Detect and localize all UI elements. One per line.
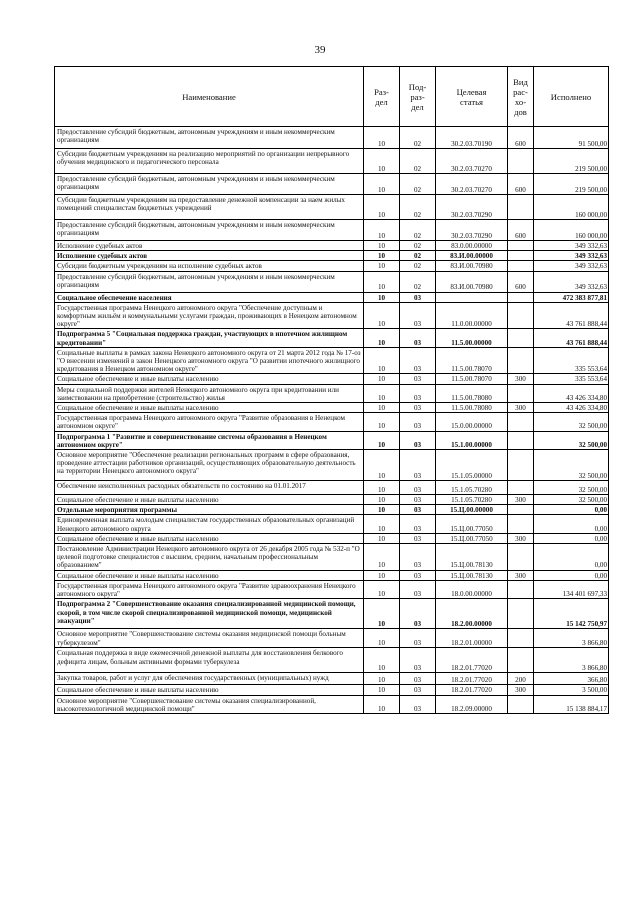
row-section-cell: 10	[364, 292, 400, 302]
row-target-cell: 15.1.05.70280	[436, 495, 508, 505]
row-name-cell: Подпрограмма 2 "Совершенствование оказания специализированной медицинской помощи, скорой, в том числе скорой специализированной медицинской помощи, медицинской эвакуации"	[55, 599, 364, 629]
row-name-cell: Государственная программа Ненецкого автономного округа "Развитие здравоохранения Ненецкого автономного округа"	[55, 580, 364, 598]
table-row	[55, 195, 609, 220]
row-target-cell: 83.И.00.70980	[436, 261, 508, 271]
row-section-cell: 10	[364, 329, 400, 347]
table-row	[55, 505, 609, 515]
row-name-cell: Предоставление субсидий бюджетным, автономным учреждениям и иным некоммерческим организациям	[55, 174, 364, 195]
row-section-cell: 10	[364, 685, 400, 695]
row-subsection-cell: 02	[400, 174, 436, 195]
row-amount-cell: 0,00	[534, 505, 609, 515]
row-amount-cell: 134 401 697,33	[534, 580, 609, 598]
header-name: Наименование	[55, 67, 364, 127]
row-name-cell: Предоставление субсидий бюджетным, автономным учреждениям и иным некоммерческим организациям	[55, 127, 364, 149]
row-name-cell: Социальное обеспечение и иные выплаты населению	[55, 495, 364, 505]
row-name-cell: Подпрограмма 5 "Социальная поддержка граждан, участвующих в ипотечном жилищном кредитовании"	[55, 329, 364, 347]
row-name-cell: Основное мероприятие "Совершенствование системы оказания медицинской помощи больным туберкулезом"	[55, 629, 364, 648]
row-amount-cell: 15 142 750,97	[534, 599, 609, 629]
row-section-cell: 10	[364, 374, 400, 384]
row-subsection-cell: 03	[400, 544, 436, 571]
row-expense-type-cell	[508, 251, 534, 261]
row-amount-cell: 3 500,00	[534, 685, 609, 695]
row-target-cell: 30.2.03.70270	[436, 149, 508, 174]
row-target-cell: 18.2.01.77020	[436, 673, 508, 685]
row-target-cell: 11.5.00.78080	[436, 384, 508, 402]
row-name-cell: Субсидии бюджетным учреждениям на реализацию мероприятий по организации непрерывного обучения медицинского и педагогического персонала	[55, 149, 364, 174]
row-section-cell: 10	[364, 347, 400, 374]
row-section-cell: 10	[364, 629, 400, 648]
row-name-cell: Обеспечение неисполненных расходных обязательств по состоянию на 01.01.2017	[55, 481, 364, 495]
row-expense-type-cell: 300	[508, 533, 534, 543]
table-row	[55, 127, 609, 149]
row-subsection-cell: 02	[400, 220, 436, 241]
row-amount-cell: 91 500,00	[534, 127, 609, 149]
row-subsection-cell: 03	[400, 495, 436, 505]
row-target-cell: 15.1.05.70280	[436, 481, 508, 495]
row-name-cell: Государственная программа Ненецкого автономного округа "Обеспечение доступным и комфортным жильём и коммунальными услугами граждан, проживающих в Ненецком автономном округе"	[55, 302, 364, 329]
table-row	[55, 695, 609, 713]
row-subsection-cell: 03	[400, 292, 436, 302]
row-amount-cell: 32 500,00	[534, 481, 609, 495]
row-name-cell: Меры социальной поддержки жителей Ненецкого автономного округа при кредитовании или заимствовании на приобретение (строительство) жилья	[55, 384, 364, 402]
row-section-cell: 10	[364, 695, 400, 713]
row-section-cell: 10	[364, 384, 400, 402]
row-subsection-cell: 02	[400, 195, 436, 220]
row-name-cell: Предоставление субсидий бюджетным, автономным учреждениям и иным некоммерческим организациям	[55, 220, 364, 241]
row-subsection-cell: 03	[400, 685, 436, 695]
row-target-cell: 30.2.03.70290	[436, 195, 508, 220]
row-target-cell: 15.Ц.00.78130	[436, 544, 508, 571]
row-amount-cell: 472 383 877,81	[534, 292, 609, 302]
row-target-cell: 18.0.00.00000	[436, 580, 508, 598]
row-expense-type-cell	[508, 195, 534, 220]
row-name-cell: Закупка товаров, работ и услуг для обеспечения государственных (муниципальных) нужд	[55, 673, 364, 685]
row-name-cell: Социальное обеспечение и иные выплаты населению	[55, 533, 364, 543]
row-target-cell: 15.0.00.00000	[436, 413, 508, 431]
row-section-cell: 10	[364, 450, 400, 481]
row-target-cell: 18.2.01.00000	[436, 629, 508, 648]
row-expense-type-cell	[508, 599, 534, 629]
row-subsection-cell: 03	[400, 629, 436, 648]
row-section-cell: 10	[364, 174, 400, 195]
row-name-cell: Исполнение судебных актов	[55, 241, 364, 251]
header-expense-type: Вид рас- хо- дов	[508, 67, 534, 127]
row-name-cell: Отдельные мероприятия программы	[55, 505, 364, 515]
row-expense-type-cell	[508, 149, 534, 174]
row-target-cell: 18.2.01.77020	[436, 648, 508, 673]
row-amount-cell: 349 332,63	[534, 251, 609, 261]
row-section-cell: 10	[364, 251, 400, 261]
row-section-cell: 10	[364, 220, 400, 241]
table-row	[55, 481, 609, 495]
row-subsection-cell: 03	[400, 481, 436, 495]
row-subsection-cell: 03	[400, 329, 436, 347]
row-section-cell: 10	[364, 505, 400, 515]
row-expense-type-cell	[508, 347, 534, 374]
row-section-cell: 10	[364, 413, 400, 431]
row-subsection-cell: 02	[400, 251, 436, 261]
row-target-cell: 83.0.00.00000	[436, 241, 508, 251]
table-row	[55, 149, 609, 174]
row-name-cell: Субсидии бюджетным учреждениям на исполнение судебных актов	[55, 261, 364, 271]
table-row	[55, 241, 609, 251]
row-expense-type-cell	[508, 515, 534, 533]
table-row	[55, 302, 609, 329]
row-expense-type-cell	[508, 648, 534, 673]
row-amount-cell: 219 500,00	[534, 149, 609, 174]
row-amount-cell: 43 761 888,44	[534, 329, 609, 347]
row-amount-cell: 160 000,00	[534, 220, 609, 241]
row-expense-type-cell	[508, 302, 534, 329]
row-target-cell: 83.И.00.70980	[436, 271, 508, 292]
row-subsection-cell: 03	[400, 374, 436, 384]
row-amount-cell: 3 866,80	[534, 648, 609, 673]
row-section-cell: 10	[364, 533, 400, 543]
row-name-cell: Основное мероприятие "Совершенствование системы оказания специализированной, высокотехнологичной медицинской помощи"	[55, 695, 364, 713]
table-row	[55, 347, 609, 374]
row-name-cell: Единовременная выплата молодым специалистам государственных образовательных организаций Ненецкого автономного округа	[55, 515, 364, 533]
row-section-cell: 10	[364, 302, 400, 329]
table-row	[55, 220, 609, 241]
row-subsection-cell: 02	[400, 271, 436, 292]
table-row	[55, 648, 609, 673]
row-amount-cell: 366,80	[534, 673, 609, 685]
header-target-article: Целевая статья	[436, 67, 508, 127]
row-target-cell: 15.Ц.00.77050	[436, 515, 508, 533]
row-section-cell: 10	[364, 261, 400, 271]
table-row	[55, 431, 609, 449]
header-executed: Исполнено	[534, 67, 609, 127]
row-section-cell: 10	[364, 515, 400, 533]
row-name-cell: Основное мероприятие "Обеспечение реализации региональных программ в сфере образования, проведение аттестации работников организаций, осуществляющих образовательную деятельность на территории Ненецкого автономного округа"	[55, 450, 364, 481]
row-amount-cell: 43 426 334,80	[534, 384, 609, 402]
row-expense-type-cell	[508, 413, 534, 431]
row-name-cell: Предоставление субсидий бюджетным, автономным учреждениям и иным некоммерческим организациям	[55, 271, 364, 292]
table-row	[55, 673, 609, 685]
row-section-cell: 10	[364, 599, 400, 629]
table-row	[55, 251, 609, 261]
row-expense-type-cell: 300	[508, 570, 534, 580]
table-row	[55, 580, 609, 598]
budget-table	[54, 66, 609, 714]
row-amount-cell: 0,00	[534, 570, 609, 580]
table-row	[55, 292, 609, 302]
row-name-cell: Исполнение судебных актов	[55, 251, 364, 261]
row-expense-type-cell	[508, 431, 534, 449]
row-section-cell: 10	[364, 127, 400, 149]
row-subsection-cell: 02	[400, 149, 436, 174]
table-row	[55, 570, 609, 580]
row-expense-type-cell	[508, 384, 534, 402]
page-number: 39	[314, 44, 326, 56]
row-subsection-cell: 03	[400, 302, 436, 329]
table-row	[55, 413, 609, 431]
row-subsection-cell: 03	[400, 450, 436, 481]
row-target-cell: 30.2.03.70290	[436, 220, 508, 241]
table-row	[55, 533, 609, 543]
row-target-cell	[436, 292, 508, 302]
row-name-cell: Социальное обеспечение и иные выплаты населению	[55, 570, 364, 580]
row-target-cell: 15.Ц.00.00000	[436, 505, 508, 515]
row-expense-type-cell	[508, 544, 534, 571]
row-subsection-cell: 02	[400, 261, 436, 271]
row-amount-cell: 349 332,63	[534, 271, 609, 292]
row-section-cell: 10	[364, 403, 400, 413]
row-target-cell: 11.5.00.78070	[436, 374, 508, 384]
table-row	[55, 515, 609, 533]
row-section-cell: 10	[364, 570, 400, 580]
table-row	[55, 403, 609, 413]
row-expense-type-cell: 300	[508, 374, 534, 384]
row-subsection-cell: 03	[400, 505, 436, 515]
row-section-cell: 10	[364, 241, 400, 251]
row-expense-type-cell: 600	[508, 271, 534, 292]
row-subsection-cell: 03	[400, 648, 436, 673]
table-row	[55, 174, 609, 195]
row-amount-cell: 0,00	[534, 544, 609, 571]
row-section-cell: 10	[364, 544, 400, 571]
header-subsection: Под- раз- дел	[400, 67, 436, 127]
row-name-cell: Социальное обеспечение и иные выплаты населению	[55, 403, 364, 413]
table-header-row	[55, 67, 609, 127]
row-expense-type-cell: 300	[508, 685, 534, 695]
row-amount-cell: 349 332,63	[534, 241, 609, 251]
row-amount-cell: 32 500,00	[534, 413, 609, 431]
table-row	[55, 450, 609, 481]
table-row	[55, 629, 609, 648]
row-amount-cell: 219 500,00	[534, 174, 609, 195]
row-name-cell: Государственная программа Ненецкого автономного округа "Развитие образования в Ненецком автономном округе"	[55, 413, 364, 431]
row-amount-cell: 0,00	[534, 533, 609, 543]
row-expense-type-cell: 600	[508, 174, 534, 195]
row-amount-cell: 32 500,00	[534, 450, 609, 481]
row-target-cell: 15.Ц.00.78130	[436, 570, 508, 580]
row-expense-type-cell: 200	[508, 673, 534, 685]
row-amount-cell: 32 500,00	[534, 495, 609, 505]
row-name-cell: Подпрограмма 1 "Развитие и совершенствование системы образования в Ненецком автономном округе"	[55, 431, 364, 449]
row-subsection-cell: 03	[400, 695, 436, 713]
row-target-cell: 18.2.09.00000	[436, 695, 508, 713]
row-subsection-cell: 03	[400, 431, 436, 449]
row-name-cell: Социальные выплаты в рамках закона Ненецкого автономного округа от 21 марта 2012 года № 17-оз "О внесении изменений в закон Ненецкого автономного округа "О развитии ипотечного жилищного кредитования в Ненецком автономном округе"	[55, 347, 364, 374]
table-row	[55, 599, 609, 629]
row-amount-cell: 3 866,80	[534, 629, 609, 648]
row-expense-type-cell	[508, 329, 534, 347]
row-subsection-cell: 03	[400, 533, 436, 543]
row-name-cell: Социальное обеспечение населения	[55, 292, 364, 302]
row-section-cell: 10	[364, 149, 400, 174]
row-expense-type-cell: 600	[508, 127, 534, 149]
row-expense-type-cell: 300	[508, 403, 534, 413]
row-expense-type-cell	[508, 450, 534, 481]
row-target-cell: 15.Ц.00.77050	[436, 533, 508, 543]
row-subsection-cell: 03	[400, 570, 436, 580]
row-subsection-cell: 03	[400, 580, 436, 598]
row-section-cell: 10	[364, 431, 400, 449]
row-target-cell: 30.2.03.70190	[436, 127, 508, 149]
row-expense-type-cell	[508, 481, 534, 495]
row-target-cell: 11.5.00.78070	[436, 347, 508, 374]
row-name-cell: Социальная поддержка в виде ежемесячной денежной выплаты для восстановления белкового дефицита лицам, больным активными формами туберкулеза	[55, 648, 364, 673]
table-row	[55, 374, 609, 384]
row-subsection-cell: 03	[400, 673, 436, 685]
table-row	[55, 495, 609, 505]
row-subsection-cell: 03	[400, 515, 436, 533]
table-row	[55, 261, 609, 271]
row-amount-cell: 0,00	[534, 515, 609, 533]
row-section-cell: 10	[364, 271, 400, 292]
row-amount-cell: 43 761 888,44	[534, 302, 609, 329]
row-section-cell: 10	[364, 481, 400, 495]
row-subsection-cell: 02	[400, 241, 436, 251]
row-name-cell: Социальное обеспечение и иные выплаты населению	[55, 685, 364, 695]
row-expense-type-cell	[508, 261, 534, 271]
row-expense-type-cell: 300	[508, 495, 534, 505]
row-expense-type-cell	[508, 292, 534, 302]
table-row	[55, 329, 609, 347]
row-target-cell: 18.2.01.77020	[436, 685, 508, 695]
row-expense-type-cell	[508, 505, 534, 515]
row-amount-cell: 335 553,64	[534, 374, 609, 384]
row-section-cell: 10	[364, 195, 400, 220]
row-target-cell: 11.5.00.00000	[436, 329, 508, 347]
row-amount-cell: 349 332,63	[534, 261, 609, 271]
row-target-cell: 15.1.00.00000	[436, 431, 508, 449]
row-subsection-cell: 03	[400, 403, 436, 413]
row-expense-type-cell: 600	[508, 220, 534, 241]
row-amount-cell: 15 138 884,17	[534, 695, 609, 713]
row-amount-cell: 32 500,00	[534, 431, 609, 449]
table-row	[55, 544, 609, 571]
row-section-cell: 10	[364, 673, 400, 685]
row-name-cell: Постановление Администрации Ненецкого автономного округа от 26 декабря 2005 года № 532-п "О целевой подготовке специалистов с высшим, средним, начальным профессиональным образованием"	[55, 544, 364, 571]
row-amount-cell: 160 000,00	[534, 195, 609, 220]
row-target-cell: 15.1.05.00000	[436, 450, 508, 481]
row-target-cell: 83.И.00.00000	[436, 251, 508, 261]
row-subsection-cell: 03	[400, 599, 436, 629]
header-section: Раз- дел	[364, 67, 400, 127]
row-expense-type-cell	[508, 241, 534, 251]
table-row	[55, 384, 609, 402]
row-expense-type-cell	[508, 580, 534, 598]
row-subsection-cell: 02	[400, 127, 436, 149]
row-subsection-cell: 03	[400, 413, 436, 431]
row-expense-type-cell	[508, 629, 534, 648]
row-amount-cell: 43 426 334,80	[534, 403, 609, 413]
row-target-cell: 30.2.03.70270	[436, 174, 508, 195]
row-name-cell: Субсидии бюджетным учреждениям на предоставление денежной компенсации за наем жилых помещений специалистам бюджетных учреждений	[55, 195, 364, 220]
row-name-cell: Социальное обеспечение и иные выплаты населению	[55, 374, 364, 384]
row-amount-cell: 335 553,64	[534, 347, 609, 374]
row-section-cell: 10	[364, 495, 400, 505]
row-expense-type-cell	[508, 695, 534, 713]
row-subsection-cell: 03	[400, 384, 436, 402]
table-row	[55, 685, 609, 695]
row-subsection-cell: 03	[400, 347, 436, 374]
table-row	[55, 271, 609, 292]
row-target-cell: 11.5.00.78080	[436, 403, 508, 413]
row-section-cell: 10	[364, 580, 400, 598]
row-section-cell: 10	[364, 648, 400, 673]
row-target-cell: 11.0.00.00000	[436, 302, 508, 329]
row-target-cell: 18.2.00.00000	[436, 599, 508, 629]
